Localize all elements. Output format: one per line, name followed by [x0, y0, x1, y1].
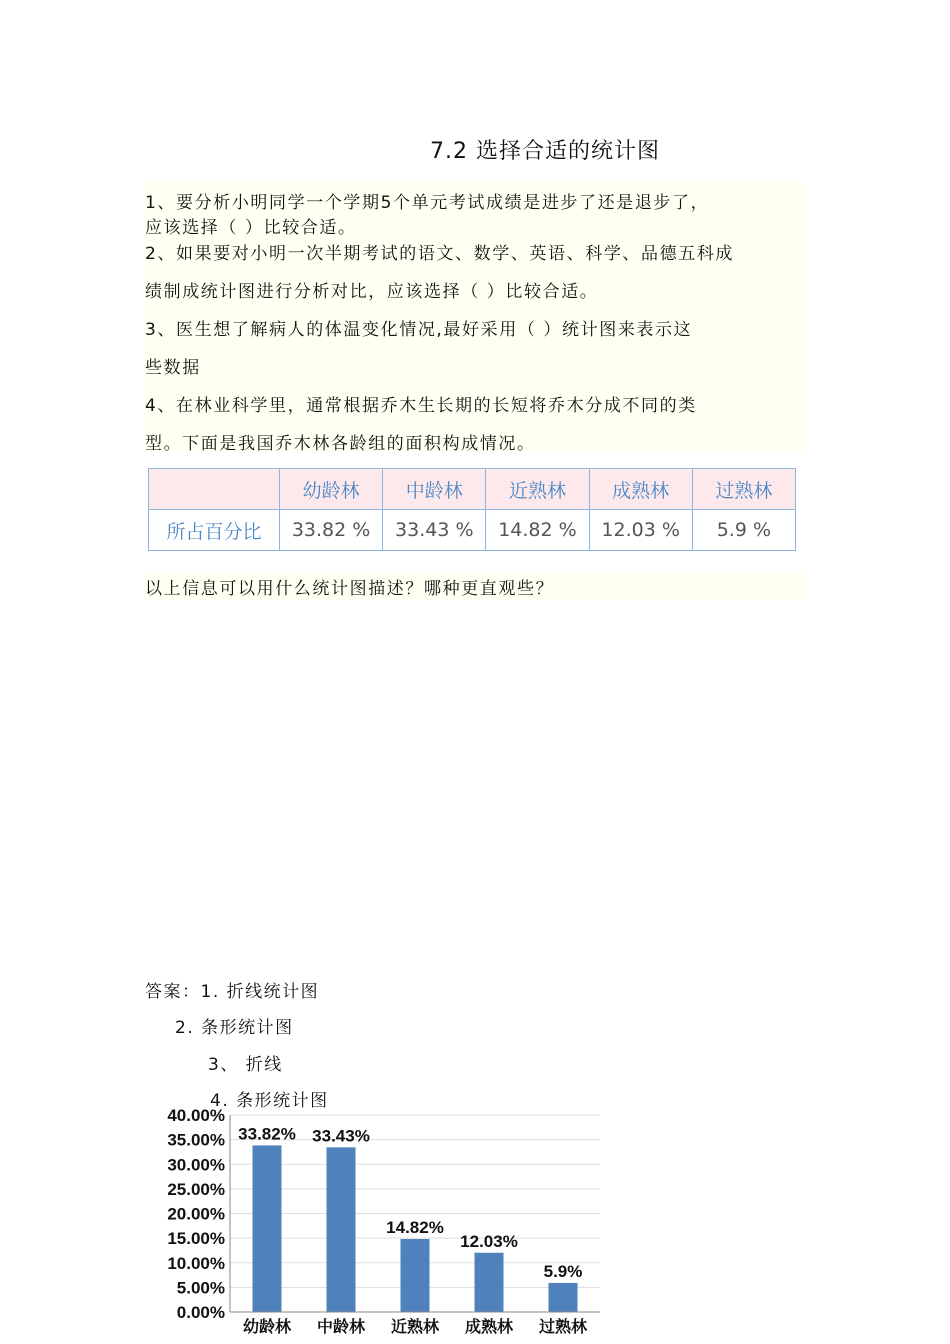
- question-4-line-1: 4、在林业科学里，通常根据乔木生长期的长短将乔木分成不同的类: [145, 396, 697, 416]
- y-tick-label: 40.00%: [167, 1106, 225, 1125]
- question-4-line-2: 型。下面是我国乔木林各龄组的面积构成情况。: [145, 434, 536, 454]
- x-category-label: 过熟林: [538, 1319, 588, 1336]
- table-row-label: 所占百分比: [149, 510, 280, 551]
- question-3-line-2: 些数据: [145, 358, 201, 378]
- question-4-prompt: 以上信息可以用什么统计图描述？哪种更直观些？: [145, 572, 805, 601]
- table-header-cell: 幼龄林: [280, 469, 383, 510]
- y-tick-label: 15.00%: [167, 1229, 225, 1249]
- bar-value-label: 33.82%: [238, 1124, 296, 1144]
- y-tick-label: 35.00%: [167, 1130, 225, 1150]
- table-header-cell: 成熟林: [589, 469, 692, 510]
- bar: [401, 1239, 430, 1312]
- question-3-line-1: 3、医生想了解病人的体温变化情况,最好采用（ ）统计图来表示这: [145, 320, 693, 340]
- answer-3: 3、 折线: [208, 1055, 283, 1075]
- bar-value-label: 5.9%: [543, 1261, 583, 1281]
- bar-value-label: 12.03%: [460, 1231, 518, 1251]
- table-corner-cell: [149, 469, 280, 510]
- table-cell: 12.03 %: [589, 510, 692, 551]
- y-tick-label: 20.00%: [167, 1204, 225, 1224]
- question-2-line-1: 2、如果要对小明一次半期考试的语文、数学、英语、科学、品德五科成: [145, 244, 735, 264]
- chart-y-axis: [167, 1106, 225, 1322]
- question-1-line-1: 1、要分析小明同学一个学期5个单元考试成绩是进步了还是退步了，: [145, 193, 710, 213]
- answer-2: 2. 条形统计图: [175, 1018, 294, 1038]
- y-tick-label: 30.00%: [167, 1155, 225, 1175]
- y-tick-label: 5.00%: [176, 1278, 225, 1298]
- bar-value-label: 33.43%: [312, 1126, 370, 1146]
- table-header-cell: 过熟林: [692, 469, 795, 510]
- y-tick-label: 25.00%: [167, 1179, 225, 1199]
- question-2-line-2: 绩制成统计图进行分析对比，应该选择（ ）比较合适。: [145, 282, 599, 302]
- x-category-label: 中龄林: [316, 1319, 366, 1336]
- page-title: 7.2 选择合适的统计图: [430, 139, 660, 164]
- table-header-cell: 中龄林: [383, 469, 486, 510]
- table-header-row: [149, 469, 796, 510]
- forest-age-table: [148, 468, 796, 551]
- bar: [327, 1147, 356, 1312]
- x-category-label: 成熟林: [464, 1319, 514, 1336]
- table-cell: 14.82 %: [486, 510, 589, 551]
- y-tick-label: 0.00%: [176, 1303, 225, 1322]
- bar: [475, 1253, 504, 1312]
- table-cell: 33.43 %: [383, 510, 486, 551]
- x-category-label: 幼龄林: [242, 1319, 292, 1336]
- table-cell: 33.82 %: [280, 510, 383, 551]
- question-block: [145, 182, 805, 452]
- question-1-line-2: 应该选择（ ）比较合适。: [145, 218, 357, 238]
- answer-4: 4. 条形统计图: [210, 1091, 329, 1111]
- table-row: [149, 510, 796, 551]
- bar-value-label: 14.82%: [386, 1218, 444, 1238]
- table-cell: 5.9 %: [692, 510, 795, 551]
- x-category-label: 近熟林: [390, 1319, 440, 1336]
- y-tick-label: 10.00%: [167, 1253, 225, 1273]
- bar-chart: [140, 1100, 620, 1340]
- chart-x-axis: [243, 1317, 588, 1336]
- table-header-cell: 近熟林: [486, 469, 589, 510]
- answer-1: 答案：1. 折线统计图: [145, 982, 320, 1002]
- bar: [253, 1145, 282, 1312]
- bar: [549, 1283, 578, 1312]
